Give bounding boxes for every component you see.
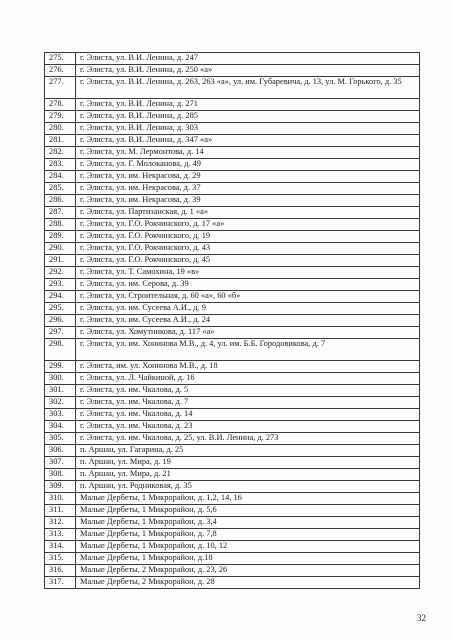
row-address: г. Элиста, ул. им. Чкалова, д. 23	[76, 421, 420, 433]
table-row	[45, 505, 420, 517]
table-row	[45, 279, 420, 291]
table-row	[45, 159, 420, 171]
row-number: 310.	[45, 493, 76, 505]
table-row	[45, 231, 420, 243]
row-number: 279.	[45, 111, 76, 123]
row-number: 317.	[45, 577, 76, 589]
row-number: 296.	[45, 315, 76, 327]
row-address: Малые Дербеты, 1 Микрорайон, д. 3,4	[76, 517, 420, 529]
table-row	[45, 53, 420, 65]
row-number: 299.	[45, 361, 76, 373]
row-address: г. Элиста, ул. им. Некрасова, д. 37	[76, 183, 420, 195]
row-number: 276.	[45, 65, 76, 77]
table-row	[45, 255, 420, 267]
table-row	[45, 99, 420, 111]
table-row	[45, 147, 420, 159]
row-address: г. Элиста, ул. им. Чкалова, д. 5	[76, 385, 420, 397]
table-row	[45, 457, 420, 469]
table-row	[45, 553, 420, 565]
row-number: 278.	[45, 99, 76, 111]
address-table-body	[45, 53, 420, 589]
table-row	[45, 577, 420, 589]
table-row	[45, 123, 420, 135]
row-address: г. Элиста, ул. В.И. Ленина, д. 271	[76, 99, 420, 111]
row-address: г. Элиста, ул. им. Некрасова, д. 39	[76, 195, 420, 207]
row-address: п. Аршан, ул. Мира, д. 19	[76, 457, 420, 469]
table-row	[45, 171, 420, 183]
row-address: г. Элиста, ул. им. Некрасова, д. 29	[76, 171, 420, 183]
table-row	[45, 433, 420, 445]
row-number: 277.	[45, 77, 76, 99]
row-address: г. Элиста, ул. Строительная, д. 60 «а», 60 «б»	[76, 291, 420, 303]
table-row	[45, 135, 420, 147]
row-address: г. Элиста, ул. им. Сусеева А.И., д. 24	[76, 315, 420, 327]
table-row	[45, 111, 420, 123]
row-number: 289.	[45, 231, 76, 243]
row-number: 286.	[45, 195, 76, 207]
row-address: Малые Дербеты, 1 Микрорайон, д. 1,2, 14, 16	[76, 493, 420, 505]
row-address: г. Элиста, ул. Г.О. Рокчинского, д. 45	[76, 255, 420, 267]
row-address: Малые Дербеты, 1 Микрорайон, д.18	[76, 553, 420, 565]
table-row	[45, 529, 420, 541]
row-number: 309.	[45, 481, 76, 493]
row-address: п. Аршан, ул. Мира, д. 21	[76, 469, 420, 481]
row-address: г. Элиста, ул. В.И. Ленина, д. 347 «а»	[76, 135, 420, 147]
table-row	[45, 445, 420, 457]
table-row	[45, 361, 420, 373]
row-number: 280.	[45, 123, 76, 135]
table-row	[45, 65, 420, 77]
row-number: 284.	[45, 171, 76, 183]
row-address: Малые Дербеты, 2 Микрорайон, д. 28	[76, 577, 420, 589]
row-address: Малые Дербеты, 2 Микрорайон, д. 23, 26	[76, 565, 420, 577]
row-number: 292.	[45, 267, 76, 279]
table-row	[45, 339, 420, 361]
table-row	[45, 77, 420, 99]
row-address: г. Элиста, ул. им. Сусеева А.И., д. 9	[76, 303, 420, 315]
row-address: п. Аршан, ул. Родниковая, д. 35	[76, 481, 420, 493]
table-row	[45, 183, 420, 195]
row-address: г. Элиста, ул. Л. Чайкиной, д. 16	[76, 373, 420, 385]
row-number: 291.	[45, 255, 76, 267]
table-row	[45, 469, 420, 481]
table-row	[45, 243, 420, 255]
row-address: г. Элиста, ул. им. Чкалова, д. 25, ул. В.И. Ленина, д. 273	[76, 433, 420, 445]
row-number: 283.	[45, 159, 76, 171]
row-address: г. Элиста, им. ул. Хонинова М.В., д. 18	[76, 361, 420, 373]
table-row	[45, 195, 420, 207]
table-row	[45, 565, 420, 577]
table-row	[45, 397, 420, 409]
row-address: г. Элиста, ул. им. Чкалова, д. 14	[76, 409, 420, 421]
row-number: 295.	[45, 303, 76, 315]
table-row	[45, 493, 420, 505]
table-row	[45, 291, 420, 303]
row-number: 304.	[45, 421, 76, 433]
table-row	[45, 373, 420, 385]
row-address: Малые Дербеты, 1 Микрорайон, д. 5,6	[76, 505, 420, 517]
row-number: 313.	[45, 529, 76, 541]
row-number: 316.	[45, 565, 76, 577]
row-number: 288.	[45, 219, 76, 231]
row-number: 285.	[45, 183, 76, 195]
row-address: г. Элиста, ул. Т. Самохина, 19 «в»	[76, 267, 420, 279]
row-number: 300.	[45, 373, 76, 385]
row-number: 314.	[45, 541, 76, 553]
row-address: г. Элиста, ул. Г.О. Рокчинского, д. 17 «а»	[76, 219, 420, 231]
table-row	[45, 267, 420, 279]
row-address: г. Элиста, ул. Г. Молоканова, д. 49	[76, 159, 420, 171]
row-number: 281.	[45, 135, 76, 147]
table-row	[45, 327, 420, 339]
row-address: г. Элиста, ул. В.И. Ленина, д. 250 «а»	[76, 65, 420, 77]
table-row	[45, 219, 420, 231]
address-table	[44, 52, 420, 589]
row-address: г. Элиста, ул. В.И. Ленина, д. 247	[76, 53, 420, 65]
table-row	[45, 517, 420, 529]
row-number: 315.	[45, 553, 76, 565]
row-number: 301.	[45, 385, 76, 397]
table-row	[45, 385, 420, 397]
row-number: 311.	[45, 505, 76, 517]
table-row	[45, 421, 420, 433]
row-number: 306.	[45, 445, 76, 457]
row-number: 302.	[45, 397, 76, 409]
row-address: п. Аршан, ул. Гагарина, д. 25	[76, 445, 420, 457]
row-number: 308.	[45, 469, 76, 481]
page-number: 32	[417, 613, 426, 623]
row-number: 275.	[45, 53, 76, 65]
table-row	[45, 541, 420, 553]
row-address: г. Элиста, ул. им. Чкалова, д. 7	[76, 397, 420, 409]
row-number: 282.	[45, 147, 76, 159]
row-address: г. Элиста, ул. Партизанская, д. 1 «а»	[76, 207, 420, 219]
row-address: г. Элиста, ул. им. Серова, д. 39	[76, 279, 420, 291]
row-address: Малые Дербеты, 1 Микрорайон, д. 10, 12	[76, 541, 420, 553]
row-address: г. Элиста, ул. М. Лермонтова, д. 14	[76, 147, 420, 159]
row-number: 303.	[45, 409, 76, 421]
row-number: 290.	[45, 243, 76, 255]
table-row	[45, 207, 420, 219]
row-number: 294.	[45, 291, 76, 303]
table-row	[45, 315, 420, 327]
row-address: Малые Дербеты, 1 Микрорайон, д. 7,8	[76, 529, 420, 541]
row-address: г. Элиста, ул. Г.О. Рокчинского, д. 43	[76, 243, 420, 255]
table-row	[45, 481, 420, 493]
row-number: 305.	[45, 433, 76, 445]
table-row	[45, 303, 420, 315]
row-address: г. Элиста, ул. Хомутникова, д. 117 «а»	[76, 327, 420, 339]
row-number: 307.	[45, 457, 76, 469]
row-address: г. Элиста, ул. В.И. Ленина, д. 285	[76, 111, 420, 123]
row-address: г. Элиста, ул. В.И. Ленина, д. 263, 263 «а», ул. им. Губаревича, д. 13, ул. М. Горького, д. 35	[76, 77, 420, 99]
table-row	[45, 409, 420, 421]
row-address: г. Элиста, ул. В.И. Ленина, д. 303	[76, 123, 420, 135]
row-address: г. Элиста, ул. им. Хонинова М.В., д. 4, ул. им. Б.Б. Городовикова, д. 7	[76, 339, 420, 361]
row-number: 297.	[45, 327, 76, 339]
row-number: 293.	[45, 279, 76, 291]
row-number: 312.	[45, 517, 76, 529]
row-number: 287.	[45, 207, 76, 219]
row-address: г. Элиста, ул. Г.О. Рокчинского, д. 19	[76, 231, 420, 243]
row-number: 298.	[45, 339, 76, 361]
